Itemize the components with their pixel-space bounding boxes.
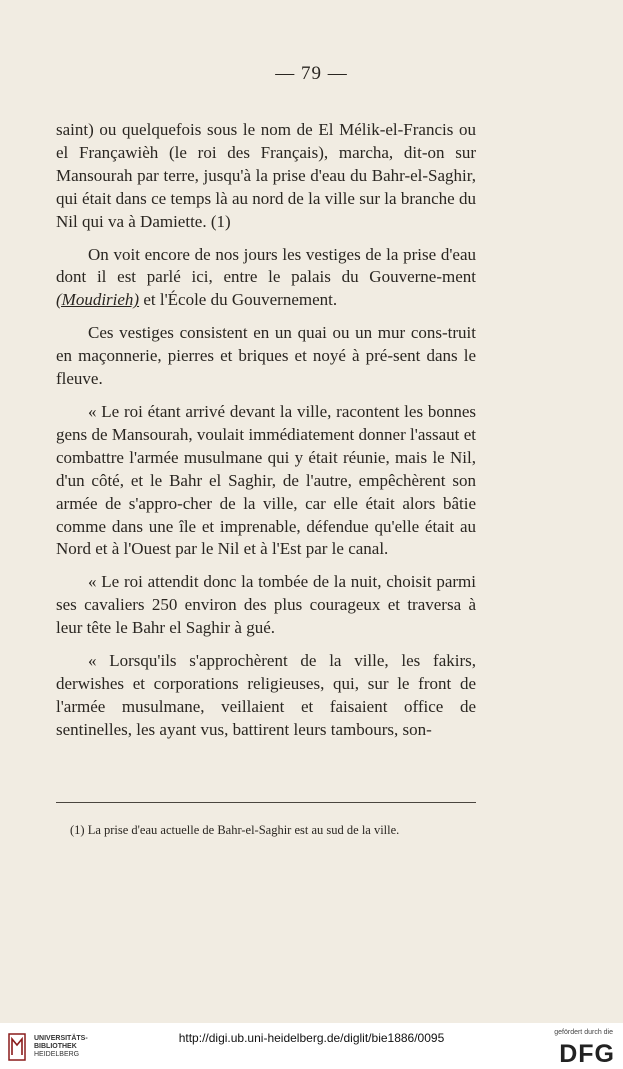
paragraph-3: Ces vestiges consistent en un quai ou un mur cons-truit en maçonnerie, pierres et briques et noyé à pré-sent dans le fleuve. [56,323,476,389]
footnote-divider [56,802,476,803]
institution-line-2: BIBLIOTHEK [34,1043,77,1050]
viewer-footer [0,1023,623,1069]
paragraph-2-tail: et l'École du Gouvernement. [139,290,338,310]
paragraph-6: « Lorsqu'ils s'approchèrent de la ville, les fakirs, derwishes et corporations religieuses, qui, sur le front de l'armée musulmane, veillaient et faisaient office de sentinelles, les ayant vus, battirent leurs tambours, son- [56,651,476,739]
footnote: (1) La prise d'eau actuelle de Bahr-el-Saghir est au sud de la ville. [70,823,400,837]
page-number: — 79 — [275,63,348,84]
paragraph-4: « Le roi étant arrivé devant la ville, racontent les bonnes gens de Mansourah, voulait immédiatement donner l'assaut et combattre l'armée musulmane qui y était réunie, mais le Nil, d'un côté, et le Bahr el Saghir, de l'autre, empêchèrent son armée de s'appro-cher de la ville, car elle était alors bâtie comme dans une île et imprenable, défendue qu'elle était au Nord et à l'Ouest par le Nil et à l'Est par le canal. [56,401,476,559]
paragraph-2 [56,244,476,313]
institution-line-1: UNIVERSITÄTS- [34,1035,88,1042]
dfg-logo[interactable]: DFG [559,1040,615,1068]
permalink-url[interactable]: http://digi.ub.uni-heidelberg.de/diglit/bie1886/0095 [178,1031,445,1045]
institution-line-3: HEIDELBERG [34,1051,80,1058]
paragraph-2-text: On voit encore de nos jours les vestiges de la prise d'eau dont il est parlé ici, entre le palais du Gouverne-ment [56,244,476,287]
body-text [56,119,476,752]
moudirieh-term: (Moudirieh) [56,290,140,310]
funding-note: gefördert durch die [554,1029,613,1036]
paragraph-1: saint) ou quelquefois sous le nom de El Mélik-el-Francis ou el Françawièh (le roi des Français), marcha, dit-on sur Mansourah par terre, jusqu'à la prise d'eau du Bahr-el-Saghir, qui était dans ce temps là au nord de la ville sur la branche du Nil qui va à Damiette. (1) [56,120,476,231]
paragraph-5: « Le roi attendit donc la tombée de la nuit, choisit parmi ses cavaliers 250 environ des plus courageux et traversa à leur tête le Bahr el Saghir à gué. [56,572,476,638]
